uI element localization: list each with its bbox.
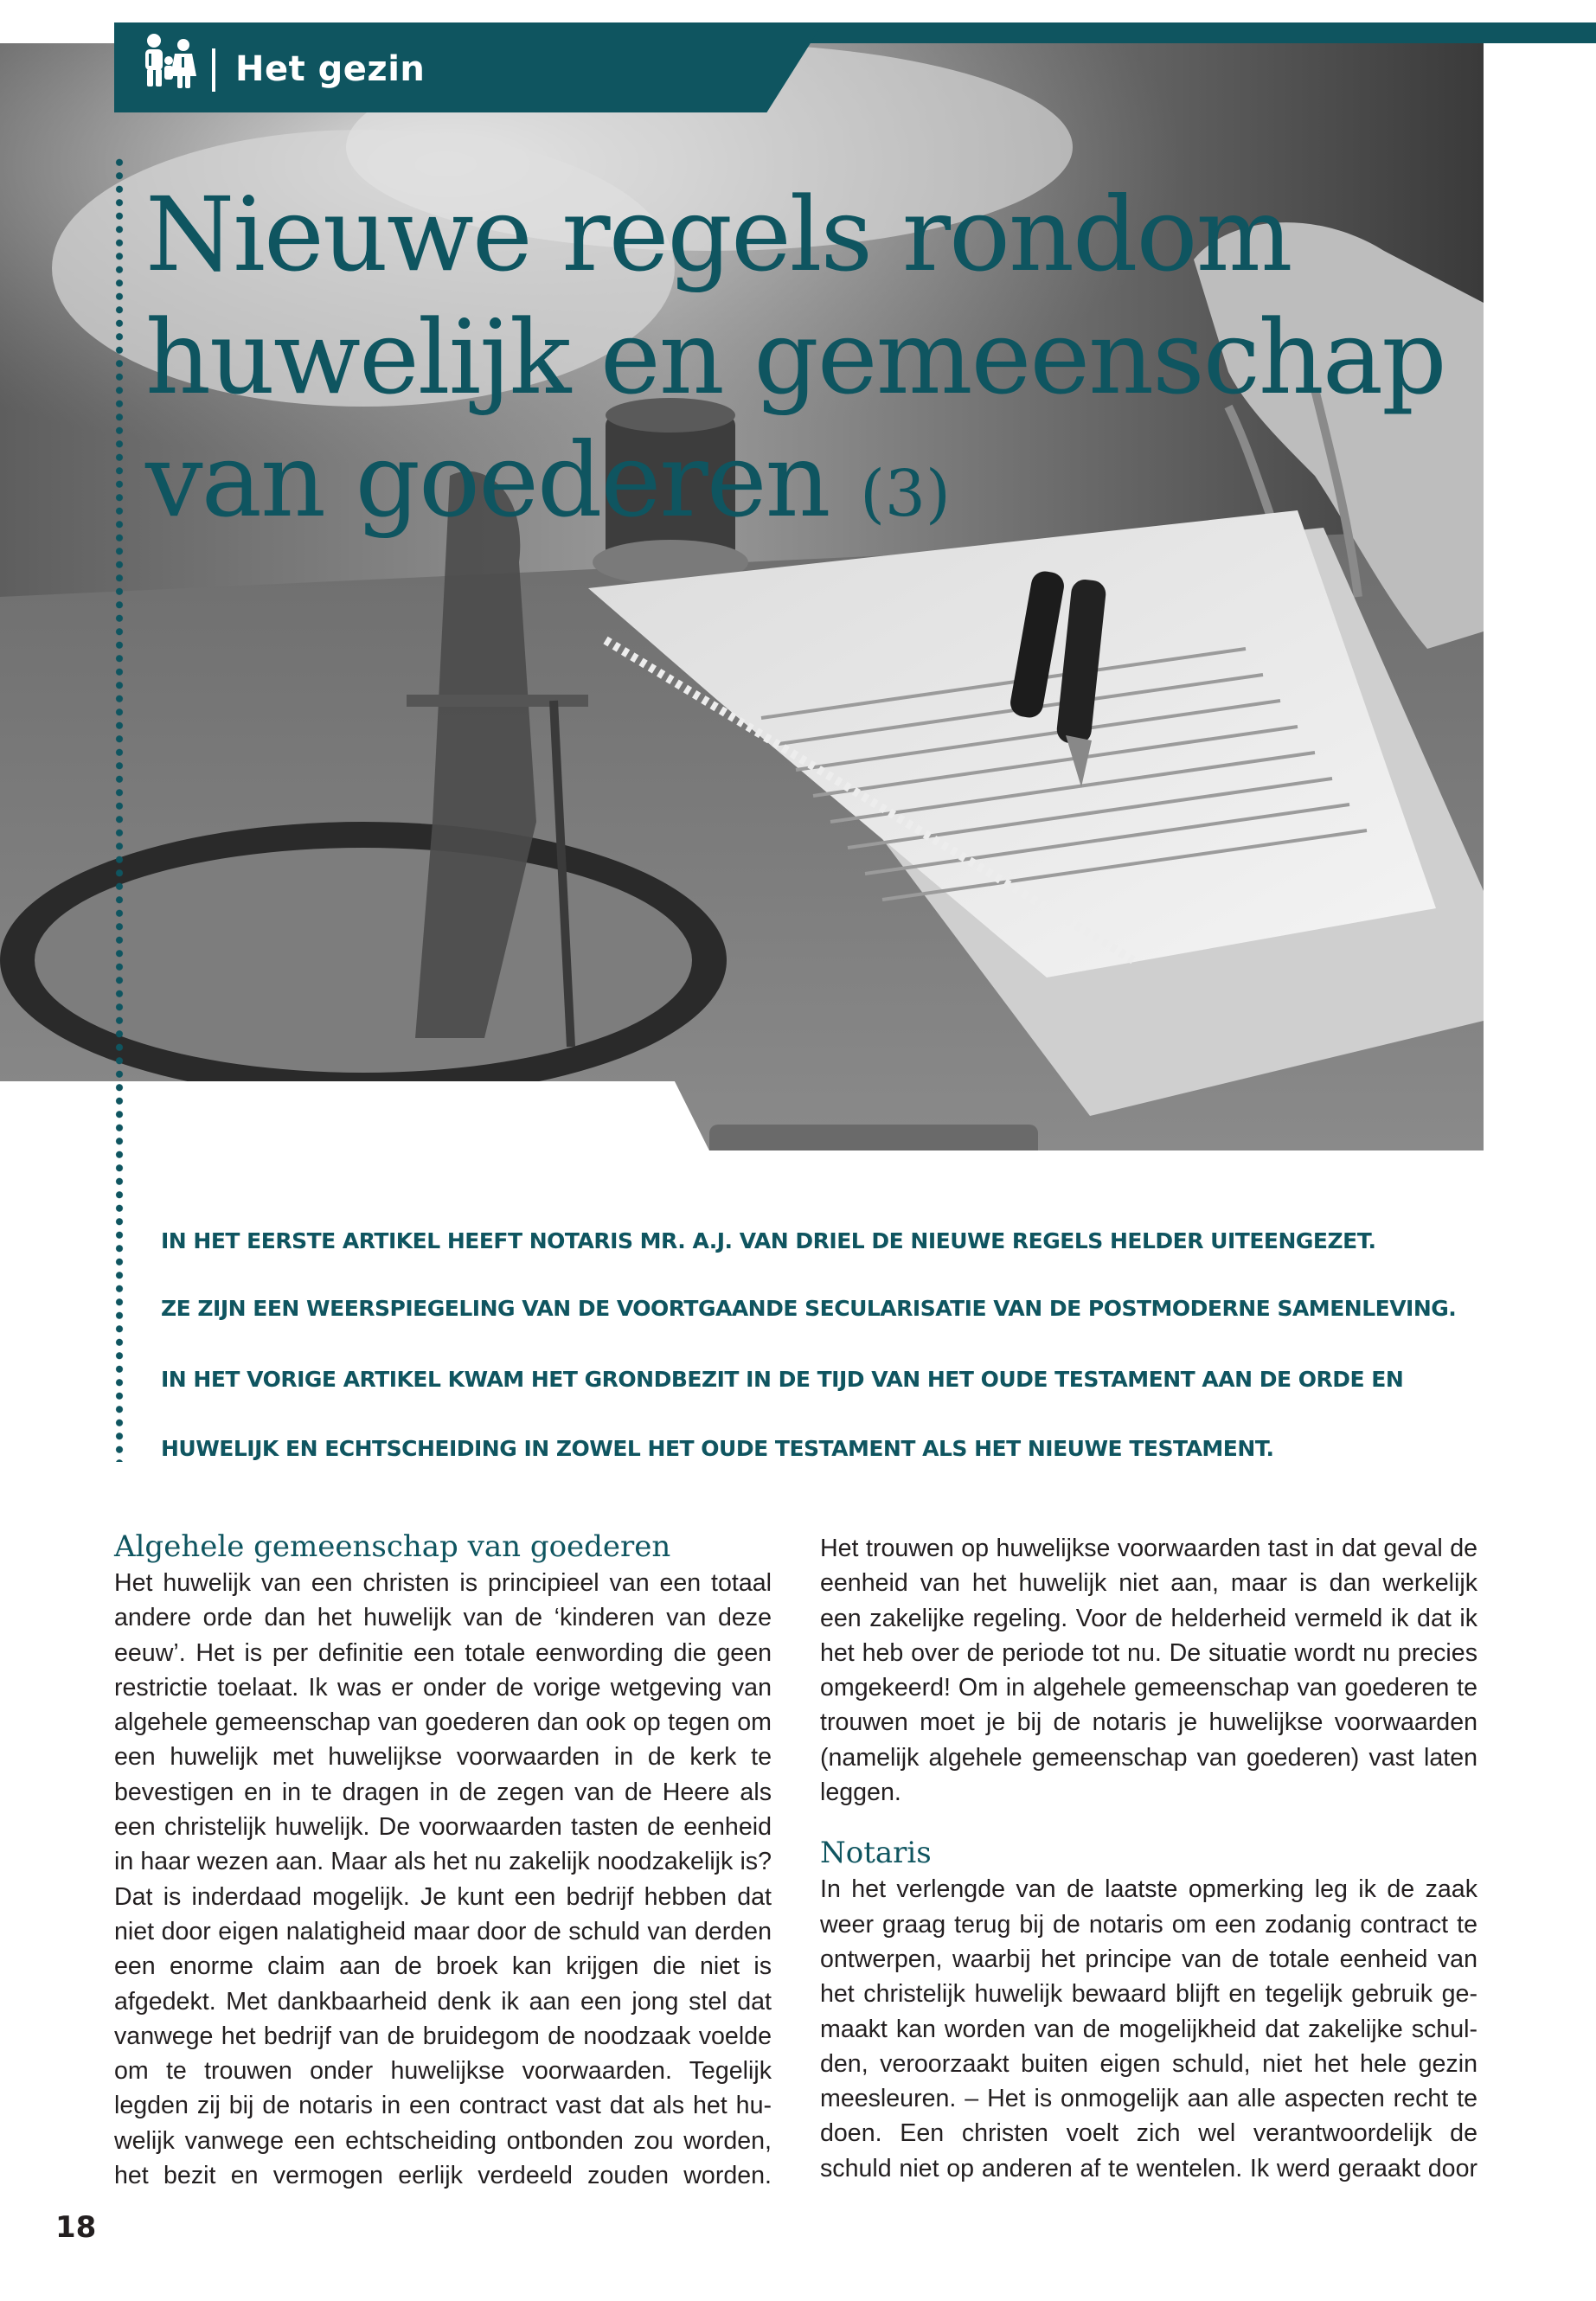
heading-notaris: Notaris: [820, 1836, 932, 1871]
paragraph-1: Het huwelijk van een christen is principieel van een totaal andere orde dan het huwelijk van de ‘kinderen van deze eeuw’. Het is per definitie een totale eenwording die geen restrictie toelaat. Ik was er onder de vorige wetgeving van algehele gemeenschap van goederen dan ook op tegen om een huwelijk met huwelijkse voorwaarden in de kerk te bevestigen en in te dragen in de zegen van de Heere als een christelijk huwelijk. De voorwaarden tasten de eenheid in haar wezen aan. Maar als het nu zakelijk noodzakelijk is? Dat is inderdaad mogelijk. Je kunt een bedrijf hebben dat niet door eigen nalatigheid maar door de schuld van derden een enorme claim aan de broek kan krijgen die niet is afgedekt. Met dankbaarheid denk ik aan een jong stel dat vanwege het bedrijf van de bruidegom de noodzaak voelde om te trouwen onder huwelijkse voorwaarden. Tegelijk legden zij bij de notaris in een contract vast dat als het huwelijk vanwege een echtscheiding ontbonden zou worden, het bezit en vermogen eerlijk verdeeld zouden worden.: [114, 1569, 772, 2190]
page-number: 18: [55, 2210, 97, 2245]
article-column-right: [820, 1531, 1477, 2186]
title-line-2: huwelijk en gemeenschap: [145, 298, 1445, 417]
section-label: Het gezin: [235, 49, 426, 89]
intro-line-4: HUWELIJK EN ECHTSCHEIDING IN ZOWEL HET OUDE TESTAMENT ALS HET NIEUWE TESTAMENT.: [161, 1436, 1274, 1461]
paragraph-2: Het trouwen op huwelijkse voorwaarden tast in dat geval de eenheid van het huwelijk niet aan, maar is dan werkelijk een zakelijke regeling. Voor de helderheid vermeld ik dat ik het heb over de periode tot nu. De situatie wordt nu precies omgekeerd! Om in algehele gemeenschap van goederen te trouwen moet je bij de notaris je huwelijkse voorwaarden (namelijk algehele gemeenschap van goederen) vast laten leggen.: [820, 1535, 1477, 1807]
intro-line-3: IN HET VORIGE ARTIKEL KWAM HET GRONDBEZIT IN DE TIJD VAN HET OUDE TESTAMENT AAN DE ORDE EN: [161, 1367, 1404, 1392]
family-icon: [138, 31, 201, 92]
title-line-3-text: van goederen: [145, 420, 830, 540]
title-line-3: [145, 419, 1443, 555]
intro-line-1: IN HET EERSTE ARTIKEL HEEFT NOTARIS MR. A.J. VAN DRIEL DE NIEUWE REGELS HELDER UITEENGEZET.: [161, 1228, 1376, 1253]
paragraph-3: In het verlengde van de laatste opmerking leg ik de zaak weer graag terug bij de notaris om een zodanig contract te ontwerpen, waarbij het principe van de totale eenheid van het christelijk huwelijk bewaard blijft en tegelijk gebruik gemaakt kan worden van de mogelijkheid dat zakelijke schulden, veroorzaakt buiten eigen schuld, niet het hele gezin meesleuren. – Het is onmogelijk aan alle aspecten recht te doen. Een christen voelt zich wel verantwoordelijk de schuld niet op anderen af te wentelen. Ik werd geraakt door: [820, 1875, 1477, 2182]
article-title: [145, 173, 1443, 555]
title-part-number: (3): [860, 457, 951, 531]
heading-algehele-gemeenschap: Algehele gemeenschap van goederen: [114, 1529, 671, 1564]
section-tab: [114, 22, 824, 112]
header-separator: [212, 48, 215, 92]
article-column-left: [114, 1531, 772, 2193]
dotted-accent-line: [115, 156, 124, 1462]
title-line-1: Nieuwe regels rondom: [145, 175, 1292, 294]
intro-line-2: ZE ZIJN EEN WEERSPIEGELING VAN DE VOORTGAANDE SECULARISATIE VAN DE POSTMODERNE SAMENLEVING.: [161, 1296, 1457, 1321]
